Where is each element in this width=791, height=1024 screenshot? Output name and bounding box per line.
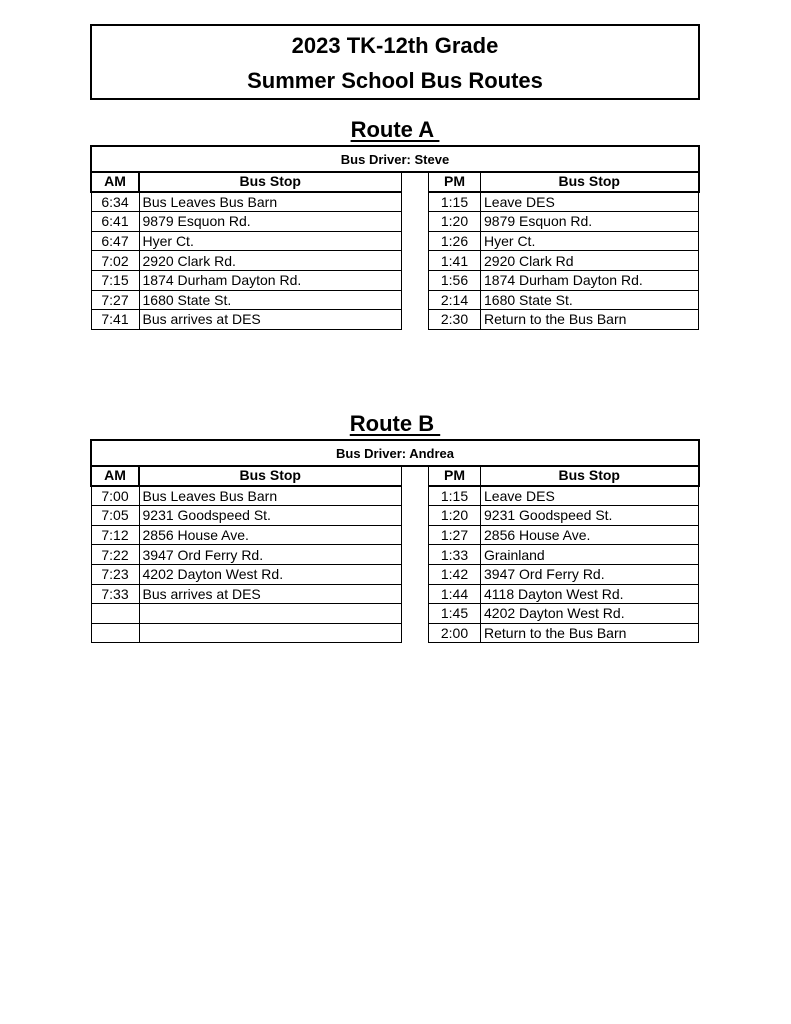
schedule-row <box>91 231 401 251</box>
stop-time: 7:15 <box>91 270 139 290</box>
route-a-am-table <box>90 171 402 330</box>
pm-time-header: PM <box>429 172 481 192</box>
stop-location: 4118 Dayton West Rd. <box>481 584 699 604</box>
stop-location: 9231 Goodspeed St. <box>481 506 699 526</box>
schedule-row <box>91 506 401 526</box>
document-title-line-1: 2023 TK-12th Grade <box>291 33 499 58</box>
stop-time: 1:42 <box>429 564 481 584</box>
pm-header-row <box>429 172 699 192</box>
stop-time: 1:15 <box>429 486 481 506</box>
schedule-row <box>91 486 401 506</box>
stop-location: 4202 Dayton West Rd. <box>481 604 699 624</box>
schedule-row <box>429 604 699 624</box>
stop-location: 1874 Durham Dayton Rd. <box>481 270 699 290</box>
schedule-row <box>429 545 699 565</box>
stop-time: 1:20 <box>429 212 481 232</box>
stop-time <box>91 604 139 624</box>
stop-time: 2:14 <box>429 290 481 310</box>
stop-time: 2:30 <box>429 310 481 330</box>
stop-location: 2920 Clark Rd <box>481 251 699 271</box>
stop-time: 7:02 <box>91 251 139 271</box>
schedule-row <box>429 506 699 526</box>
stop-time: 7:33 <box>91 584 139 604</box>
schedule-row <box>91 525 401 545</box>
schedule-row <box>91 192 401 212</box>
schedule-row <box>91 564 401 584</box>
stop-location <box>139 604 401 624</box>
schedule-row <box>429 486 699 506</box>
stop-time: 7:00 <box>91 486 139 506</box>
schedule-row <box>429 584 699 604</box>
schedule-row <box>91 270 401 290</box>
pm-stop-header: Bus Stop <box>481 172 699 192</box>
stop-time: 1:33 <box>429 545 481 565</box>
document-title-box <box>90 24 700 100</box>
schedule-row <box>91 604 401 624</box>
stop-location: 9879 Esquon Rd. <box>139 212 401 232</box>
schedule-row <box>91 584 401 604</box>
stop-location: 4202 Dayton West Rd. <box>139 564 401 584</box>
stop-location: Return to the Bus Barn <box>481 310 699 330</box>
schedule-row <box>429 212 699 232</box>
stop-location <box>139 623 401 643</box>
schedule-row <box>429 623 699 643</box>
schedule-row <box>429 525 699 545</box>
am-header-row <box>91 172 401 192</box>
document-title-line-2: Summer School Bus Routes <box>247 68 543 93</box>
stop-location: 9231 Goodspeed St. <box>139 506 401 526</box>
stop-location: Bus Leaves Bus Barn <box>139 486 401 506</box>
route-b-title: Route B <box>349 411 441 436</box>
pm-time-header: PM <box>429 466 481 486</box>
stop-time: 6:41 <box>91 212 139 232</box>
stop-location: 1680 State St. <box>481 290 699 310</box>
pm-stop-header: Bus Stop <box>481 466 699 486</box>
am-time-header: AM <box>91 172 139 192</box>
stop-time: 1:45 <box>429 604 481 624</box>
schedule-row <box>91 251 401 271</box>
stop-location: Bus arrives at DES <box>139 584 401 604</box>
route-a-pm-table <box>428 171 700 330</box>
schedule-row <box>91 290 401 310</box>
stop-location: Bus Leaves Bus Barn <box>139 192 401 212</box>
stop-time: 1:15 <box>429 192 481 212</box>
schedule-row <box>91 310 401 330</box>
am-header-row <box>91 466 401 486</box>
stop-time <box>91 623 139 643</box>
stop-time: 2:00 <box>429 623 481 643</box>
schedule-row <box>429 270 699 290</box>
stop-time: 7:27 <box>91 290 139 310</box>
route-b-pm-table <box>428 465 700 643</box>
stop-location: 2856 House Ave. <box>481 525 699 545</box>
stop-time: 1:56 <box>429 270 481 290</box>
schedule-row <box>91 623 401 643</box>
stop-location: Leave DES <box>481 486 699 506</box>
route-a-title: Route A <box>350 117 440 142</box>
stop-location: Hyer Ct. <box>139 231 401 251</box>
schedule-row <box>91 545 401 565</box>
route-a-heading <box>90 118 700 142</box>
stop-time: 7:12 <box>91 525 139 545</box>
stop-time: 7:23 <box>91 564 139 584</box>
stop-time: 1:20 <box>429 506 481 526</box>
stop-location: 1680 State St. <box>139 290 401 310</box>
stop-location: 3947 Ord Ferry Rd. <box>139 545 401 565</box>
stop-time: 7:41 <box>91 310 139 330</box>
stop-time: 6:47 <box>91 231 139 251</box>
am-time-header: AM <box>91 466 139 486</box>
stop-location: Bus arrives at DES <box>139 310 401 330</box>
stop-time: 1:41 <box>429 251 481 271</box>
stop-location: Hyer Ct. <box>481 231 699 251</box>
schedule-row <box>429 310 699 330</box>
route-a-driver: Bus Driver: Steve <box>90 145 700 173</box>
stop-time: 1:44 <box>429 584 481 604</box>
stop-location: Grainland <box>481 545 699 565</box>
schedule-row <box>429 251 699 271</box>
stop-time: 7:05 <box>91 506 139 526</box>
stop-location: 1874 Durham Dayton Rd. <box>139 270 401 290</box>
stop-location: 9879 Esquon Rd. <box>481 212 699 232</box>
pm-header-row <box>429 466 699 486</box>
route-b-heading <box>90 412 700 436</box>
schedule-row <box>429 231 699 251</box>
stop-location: Return to the Bus Barn <box>481 623 699 643</box>
stop-location: 3947 Ord Ferry Rd. <box>481 564 699 584</box>
am-stop-header: Bus Stop <box>139 466 401 486</box>
stop-location: 2920 Clark Rd. <box>139 251 401 271</box>
am-stop-header: Bus Stop <box>139 172 401 192</box>
stop-time: 1:26 <box>429 231 481 251</box>
schedule-row <box>91 212 401 232</box>
stop-location: 2856 House Ave. <box>139 525 401 545</box>
stop-time: 6:34 <box>91 192 139 212</box>
schedule-row <box>429 192 699 212</box>
route-b-am-table <box>90 465 402 643</box>
schedule-row <box>429 290 699 310</box>
stop-time: 7:22 <box>91 545 139 565</box>
stop-location: Leave DES <box>481 192 699 212</box>
stop-time: 1:27 <box>429 525 481 545</box>
route-b-driver: Bus Driver: Andrea <box>90 439 700 467</box>
schedule-row <box>429 564 699 584</box>
